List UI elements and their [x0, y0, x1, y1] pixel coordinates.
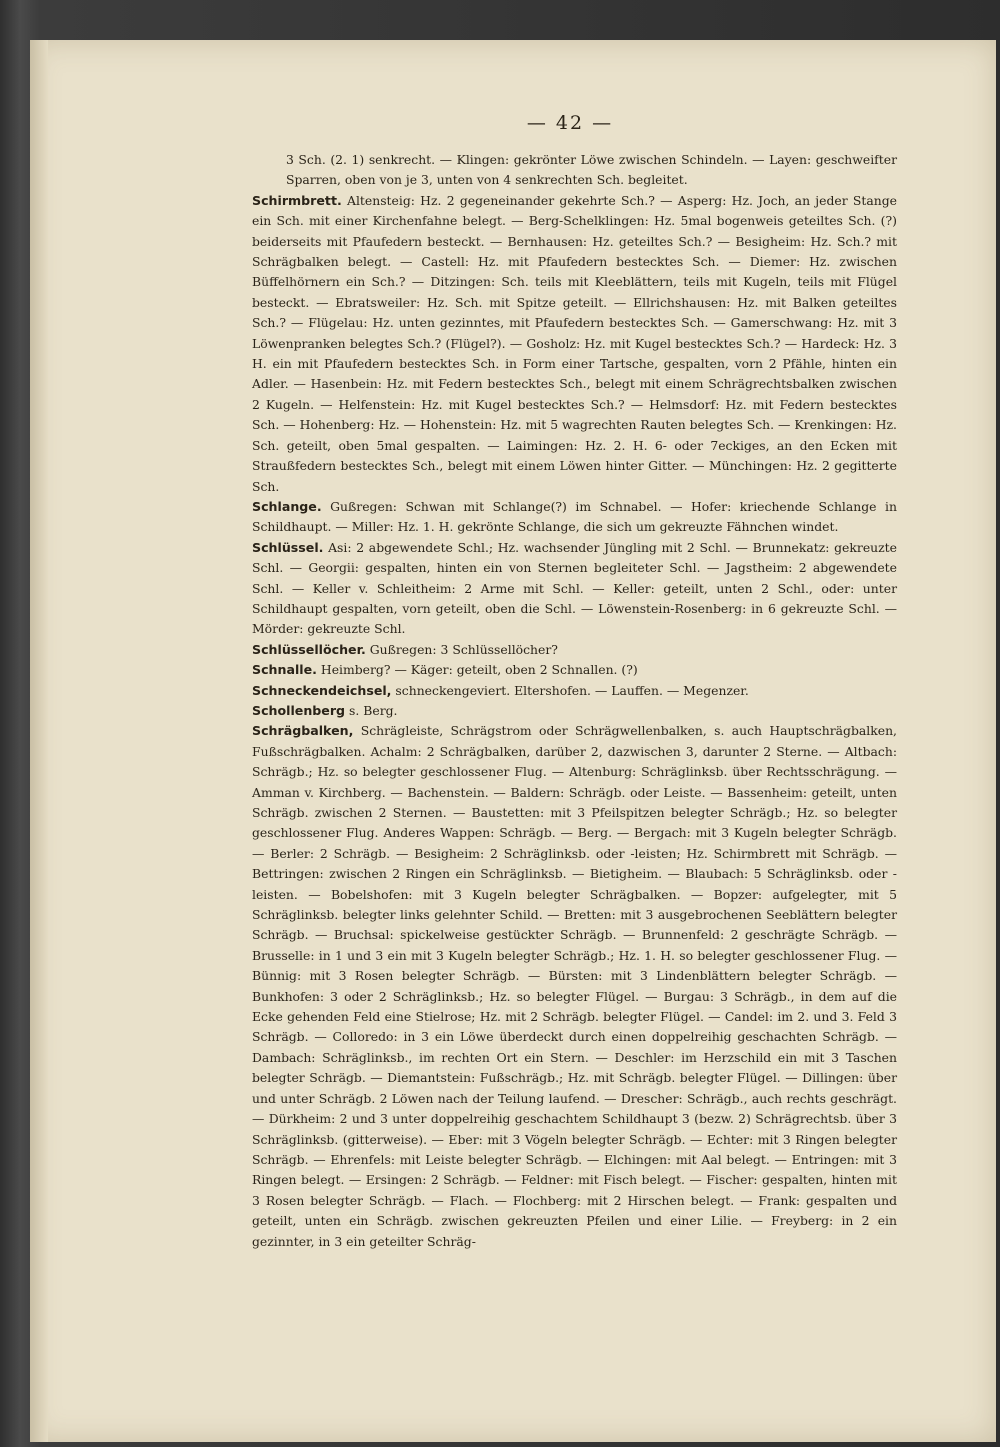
- entry-text: Heimberg? — Käger: geteilt, oben 2 Schnallen. (?): [320, 662, 638, 678]
- entry-schluesselloecher: [252, 640, 897, 660]
- entry-schirmbrett: [252, 191, 897, 497]
- entry-text: s. Berg.: [349, 702, 398, 718]
- entry-term: Schrägbalken,: [252, 723, 354, 739]
- entry-term: Schlüssellöcher.: [252, 641, 366, 657]
- page-text: [252, 150, 897, 1252]
- page-number: — 42 —: [526, 112, 614, 134]
- entry-text: Schrägleiste, Schrägstrom oder Schrägwellenbalken, s. auch Hauptschrägbalken, Fußschrägbalken. Achalm: 2 Schrägbalken, darüber 2, dazwischen 3, darunter 2 Sterne. — Altbach: Schrägb.; Hz. so belegter geschlossener Flug. — Altenburg: Schräglinksb. über Rechtsschrägung. — Amman v. Kirchberg. — Bachenstein. — Baldern: Schrägb. oder Leiste. — Bassenheim: geteilt, unten Schrägb. zwischen 2 Sternen. — Baustetten: mit 3 Pfeilspitzen belegter Schrägb.; Hz. so belegter geschlossener Flug. Anderes Wappen: Schrägb. — Berg. — Bergach: mit 3 Kugeln belegter Schrägb. — Berler: 2 Schrägb. — Besigheim: 2 Schräglinksb. oder -leisten; Hz. Schirmbrett mit Schrägb. — Bettringen: zwischen 2 Ringen ein Schräglinksb. — Bietigheim. — Blaubach: 5 Schräglinksb. oder -leisten. — Bobelshofen: mit 3 Kugeln belegter Schrägbalken. — Bopzer: aufgelegter, mit 5 Schräglinksb. belegter links gelehnter Schild. — Bretten: mit 3 ausgebrochenen Seeblättern belegter Schrägb. — Bruchsal: spickelweise gestückter Schrägb. — Brunnenfeld: 2 geschrägte Schrägb. — Brusselle: in 1 und 3 ein mit 3 Kugeln belegter Schrägb.; Hz. 1. H. so belegter geschlossener Flug. — Bünnig: mit 3 Rosen belegter Schrägb. — Bürsten: mit 3 Lindenblättern belegter Schrägb. — Bunkhofen: 3 oder 2 Schräglinksb.; Hz. so belegter Flügel. — Burgau: 3 Schrägb., in dem auf die Ecke gehenden Feld eine Stielrose; Hz. mit 2 Schrägb. belegter Flügel. — Candel: im 2. und 3. Feld 3 Schrägb. — Colloredo: in 3 ein Löwe überdeckt durch einen doppelreihig geschachten Schrägb. — Dambach: Schräglinksb., im rechten Ort ein Stern. — Deschler: im Herzschild ein mit 3 Taschen belegter Schrägb. — Diemantstein: Fußschrägb.; Hz. mit Schrägb. belegter Flügel. — Dillingen: über und unter Schrägb. 2 Löwen nach der Teilung laufend. — Drescher: Schrägb., auch rechts geschrägt. — Dürkheim: 2 und 3 unter doppelreihig geschachtem Schildhaupt 3 (bezw. 2) Schrägrechtsb. über 3 Schräglinksb. (gitterweise). — Eber: mit 3 Vögeln belegter Schrägb. — Echter: mit 3 Ringen belegter Schrägb. — Ehrenfels: mit Leiste belegter Schrägb. — Elchingen: mit Aal belegt. — Entringen: mit 3 Ringen belegt. — Ersingen: 2 Schrägb. — Feldner: mit Fisch belegt. — Fischer: gespalten, hinten mit 3 Rosen belegter Schrägb. — Flach. — Flochberg: mit 2 Hirschen belegt. — Frank: gespalten und geteilt, unten ein Schrägb. zwischen gekreuzten Pfeilen und einer Lilie. — Freyberg: in 2 ein gezinnter, in 3 ein geteilter Schräg-: [252, 723, 897, 1249]
- entry-schraegbalken: [252, 721, 897, 1252]
- entry-continuation: [252, 150, 897, 191]
- entry-text: Asi: 2 abgewendete Schl.; Hz. wachsender Jüngling mit 2 Schl. — Brunnekatz: gekreuzte Schl. — Georgii: gespalten, hinten ein von Sternen begleiteter Schl. — Jagstheim: 2 abgewendete Schl. — Keller v. Schleitheim: 2 Arme mit Schl. — Keller: geteilt, unten 2 Schl., oder: unter Schildhaupt gespalten, vorn geteilt, oben die Schl. — Löwenstein-Rosenberg: in 6 gekreuzte Schl. — Mörder: gekreuzte Schl.: [252, 539, 897, 637]
- entry-term: Schirmbrett.: [252, 192, 342, 208]
- entry-term: Schollenberg: [252, 702, 346, 718]
- entry-schollenberg: [252, 701, 897, 721]
- entry-text: 3 Sch. (2. 1) senkrecht. — Klingen: gekrönter Löwe zwischen Schindeln. — Layen: geschweifter Sparren, oben von je 3, unten von 4 senkrechten Sch. begleitet.: [286, 152, 897, 188]
- entry-text: Altensteig: Hz. 2 gegeneinander gekehrte Sch.? — Asperg: Hz. Joch, an jeder Stange ein Sch. mit einer Kirchenfahne belegt. — Berg-Schelklingen: Hz. 5mal bogenweis geteiltes Sch. (?) beiderseits mit Pfaufedern besteckt. — Bernhausen: Hz. geteiltes Sch.? — Besigheim: Hz. Sch.? mit Schrägbalken belegt. — Castell: Hz. mit Pfaufedern bestecktes Sch. — Diemer: Hz. zwischen Büffelhörnern ein Sch.? — Ditzingen: Sch. teils mit Kleeblättern, teils mit Kugeln, teils mit Flügel besteckt. — Ebratsweiler: Hz. Sch. mit Spitze geteilt. — Ellrichshausen: Hz. mit Balken geteiltes Sch.? — Flügelau: Hz. unten gezinntes, mit Pfaufedern bestecktes Sch. — Gamerschwang: Hz. mit 3 Löwenpranken belegtes Sch.? (Flügel?). — Gosholz: Hz. mit Kugel bestecktes Sch.? — Hardeck: Hz. 3 H. ein mit Pfaufedern bestecktes Sch. in Form einer Tartsche, gespalten, vorn 2 Pfähle, hinten ein Adler. — Hasenbein: Hz. mit Federn bestecktes Sch., belegt mit einem Schrägrechtsbalken zwischen 2 Kugeln. — Helfenstein: Hz. mit Kugel bestecktes Sch.? — Helmsdorf: Hz. mit Federn bestecktes Sch. — Hohenberg: Hz. — Hohenstein: Hz. mit 5 wagrechten Rauten belegtes Sch. — Krenkingen: Hz. Sch. geteilt, oben 5mal gespalten. — Laimingen: Hz. 2. H. 6- oder 7eckiges, an den Ecken mit Straußfedern bestecktes Sch., belegt mit einem Löwen hinter Gitter. — Münchingen: Hz. 2 gegitterte Sch.: [252, 192, 897, 494]
- entry-schluessel: [252, 538, 897, 640]
- page-gutter: [30, 40, 48, 1442]
- entry-schlange: [252, 497, 897, 538]
- entry-schnalle: [252, 660, 897, 680]
- entry-term: Schlange.: [252, 498, 322, 514]
- entry-text: Gußregen: 3 Schlüssellöcher?: [369, 641, 558, 657]
- entry-term: Schlüssel.: [252, 539, 324, 555]
- entry-text: schneckengeviert. Eltershofen. — Lauffen. — Megenzer.: [395, 682, 749, 698]
- entry-term: Schnalle.: [252, 662, 317, 678]
- entry-term: Schneckendeichsel,: [252, 682, 392, 698]
- entry-schneckendeichsel: [252, 681, 897, 701]
- entry-text: Gußregen: Schwan mit Schlange(?) im Schnabel. — Hofer: kriechende Schlange in Schildhaupt. — Miller: Hz. 1. H. gekrönte Schlange, die sich um gekreuzte Fähnchen windet.: [252, 498, 897, 535]
